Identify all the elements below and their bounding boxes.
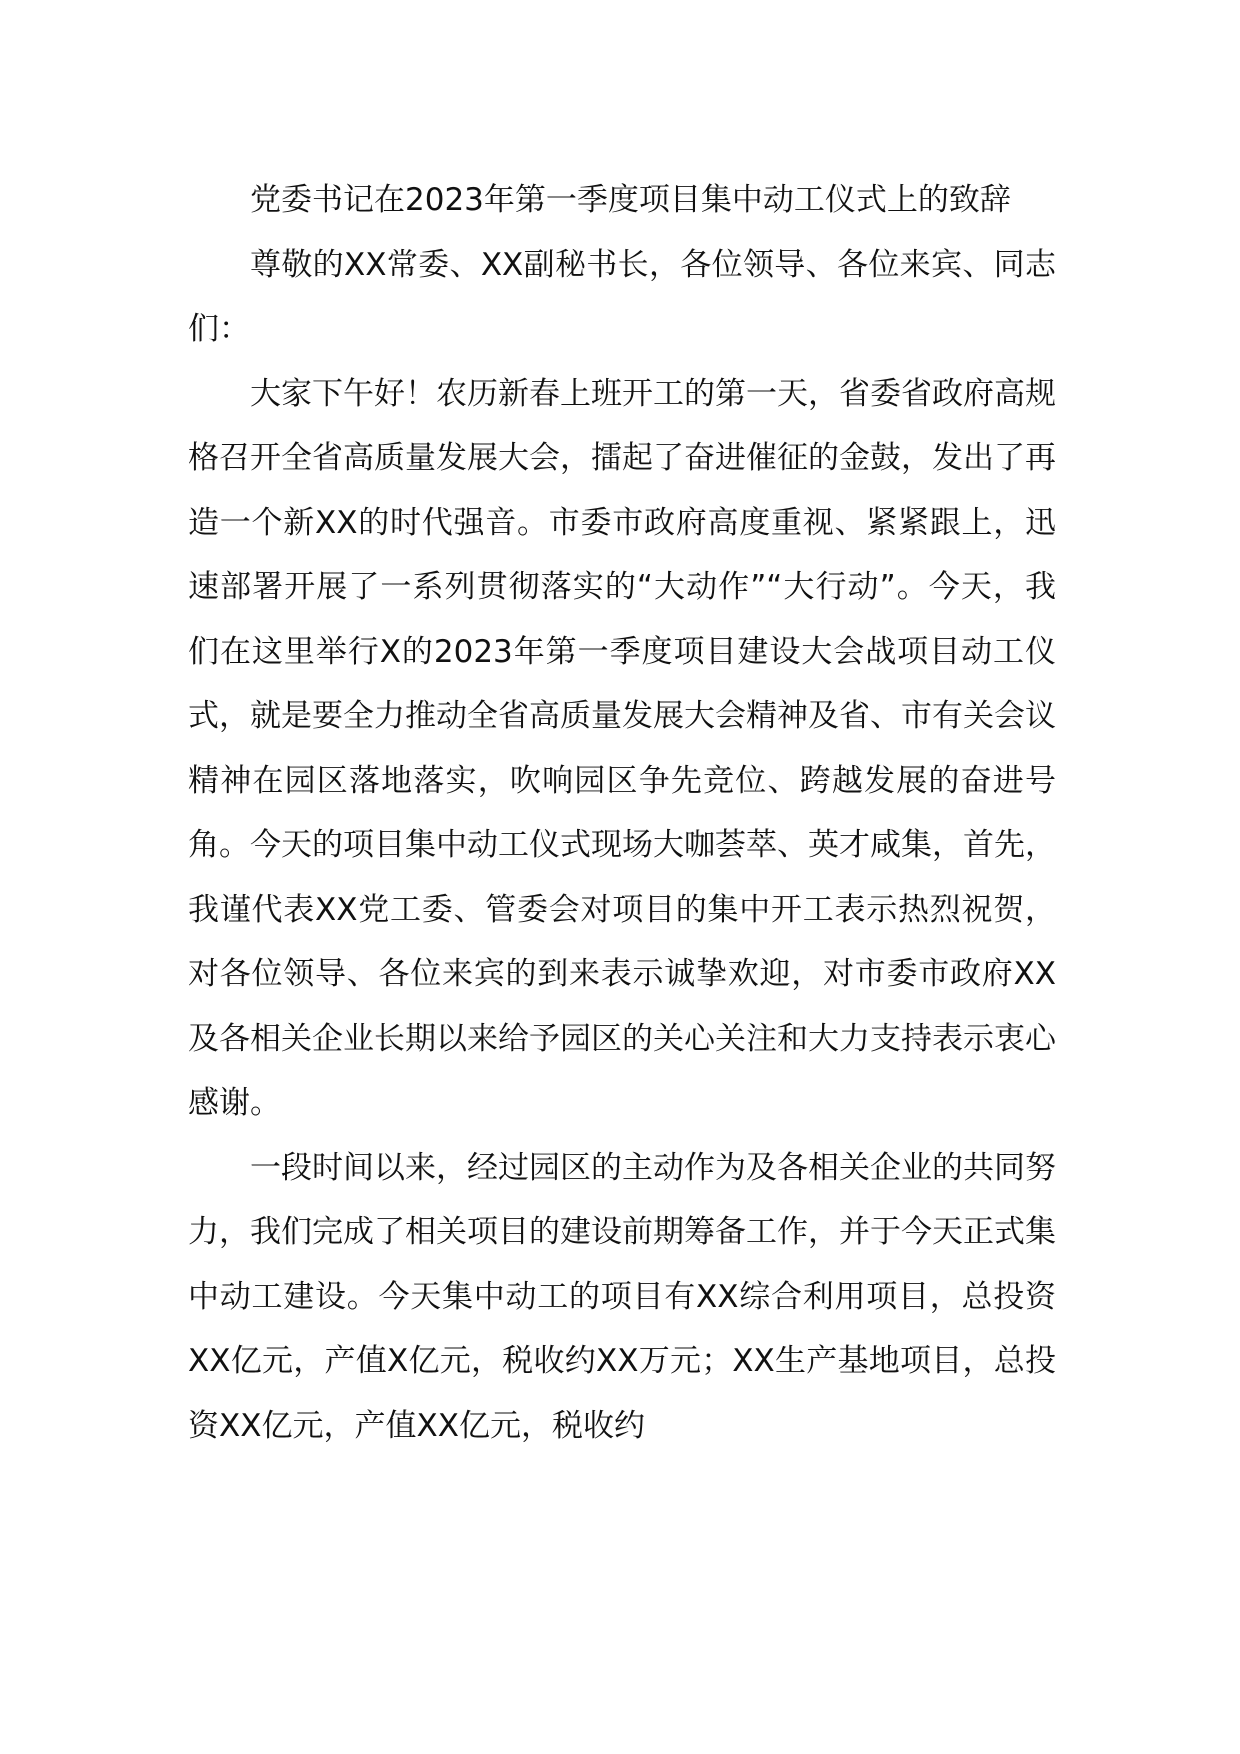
paragraph-2: 一段时间以来，经过园区的主动作为及各相关企业的共同努力，我们完成了相关项目的建设前期筹备工作，并于今天正式集中动工建设。今天集中动工的项目有XX综合利用项目，总投资XX亿元，产值X亿元，税收约XX万元；XX生产基地项目，总投资XX亿元，产值XX亿元，税收约 [188,1149,1056,1444]
salutation: 尊敬的XX常委、XX副秘书长，各位领导、各位来宾、同志们： [188,246,1056,347]
document-body [188,168,1056,1458]
paragraph-1: 大家下午好！农历新春上班开工的第一天，省委省政府高规格召开全省高质量发展大会，擂起了奋进催征的金鼓，发出了再造一个新XX的时代强音。市委市政府高度重视、紧紧跟上，迅速部署开展了一系列贯彻落实的“大动作”“大行动”。今天，我们在这里举行X的2023年第一季度项目建设大会战项目动工仪式，就是要全力推动全省高质量发展大会精神及省、市有关会议精神在园区落地落实，吹响园区争先竞位、跨越发展的奋进号角。今天的项目集中动工仪式现场大咖荟萃、英才咸集，首先，我谨代表XX党工委、管委会对项目的集中开工表示热烈祝贺，对各位领导、各位来宾的到来表示诚挚欢迎，对市委市政府XX及各相关企业长期以来给予园区的关心关注和大力支持表示衷心感谢。 [188,375,1056,1121]
document-title: 党委书记在2023年第一季度项目集中动工仪式上的致辞 [250,182,1011,218]
